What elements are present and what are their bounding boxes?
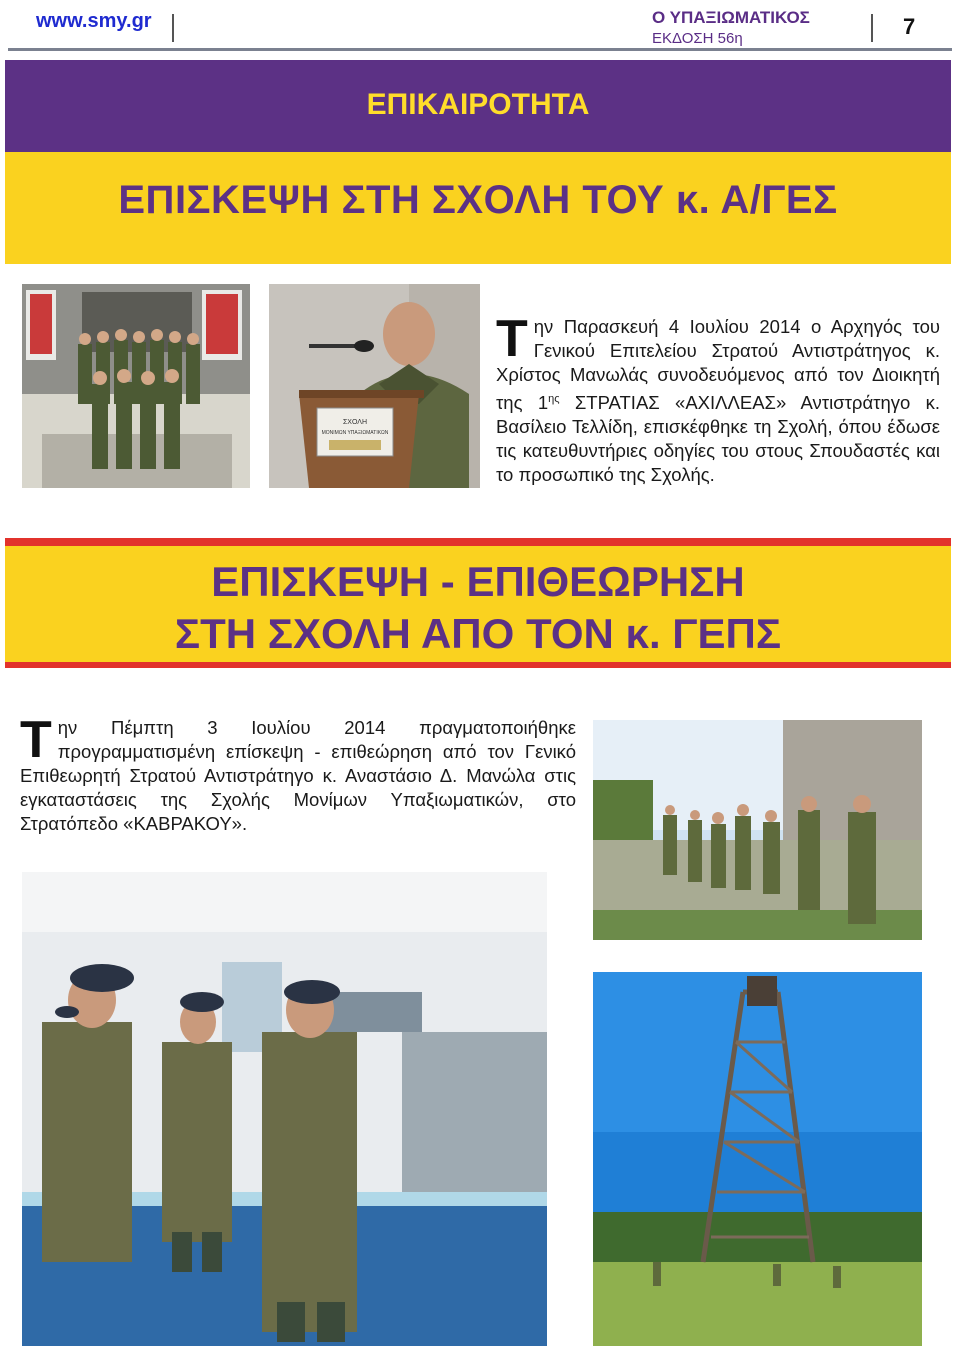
article2-dropcap: Τ [20,711,52,769]
header-divider [172,14,174,42]
article1-body: Την Παρασκευή 4 Ιουλίου 2014 ο Αρχηγός του Γενικού Επιτελείου Στρατού Αντιστράτηγος κ. Χρίστος Μανωλάς συνοδευόμενος από τον Διοικητή της $1^{\eta\varsigma}$ ΣΤΡΑΤΙΑΣ «ΑΧΙΛΛΕΑΣ» Αντιστράτηγο κ. Βασίλειο Τελλίδη, επισκέφθηκε τη Σχολή, όπου έδωσε τις κατευθυντήριες οδηγίες του στους Σπουδαστές και το προσωπικό της Σχολής. [496,310,940,486]
article2-body: Την Πέμπτη 3 Ιουλίου 2014 πραγματοποιήθηκε προγραμματισμένη επίσκεψη - επιθεώρηση από τον Γενικό Επιθεωρητή Στρατού Αντιστράτηγο κ. Αναστάσιο Δ. Μανώλα στις εγκαταστάσεις της Σχολής Μονίμων Υπαξιωματικών, στο Στρατόπεδο «ΚΑΒΡΑΚΟΥ». [20,711,576,834]
podium-sign-line1: ΣΧΟΛΗ [342,419,368,426]
header-divider [871,14,873,42]
photo-climbing-tower [593,972,922,1346]
photo-inspection-line [593,720,922,940]
section-label: ΕΠΙΚΑΙΡΟΤΗΤΑ [366,88,590,121]
article1-headline: ΕΠΙΣΚΕΨΗ ΣΤΗ ΣΧΟΛΗ ΤΟΥ κ. Α/ΓΕΣ [118,178,838,222]
header-rule [8,48,952,51]
article1-dropcap: Τ [496,310,528,368]
photo-workshop-visit [22,872,547,1346]
publication-name: Ο ΥΠΑΞΙΩΜΑΤΙΚΟΣ [652,8,810,27]
podium-sign-line2: ΜΟΝΙΜΩΝ ΥΠΑΞΙΩΜΑΤΙΚΩΝ [321,430,389,436]
site-url[interactable]: www.smy.gr [36,10,152,32]
issue-number: ΕΚΔΟΣΗ 56η [652,30,743,47]
photo-podium-speech [269,284,480,488]
photo-group-building [22,284,250,488]
article2-headline: ΕΠΙΣΚΕΨΗ - ΕΠΙΘΕΩΡΗΣΗ ΣΤΗ ΣΧΟΛΗ ΑΠΟ ΤΟΝ κ. ΓΕΠΣ [174,558,782,657]
page-number: 7 [903,14,916,39]
